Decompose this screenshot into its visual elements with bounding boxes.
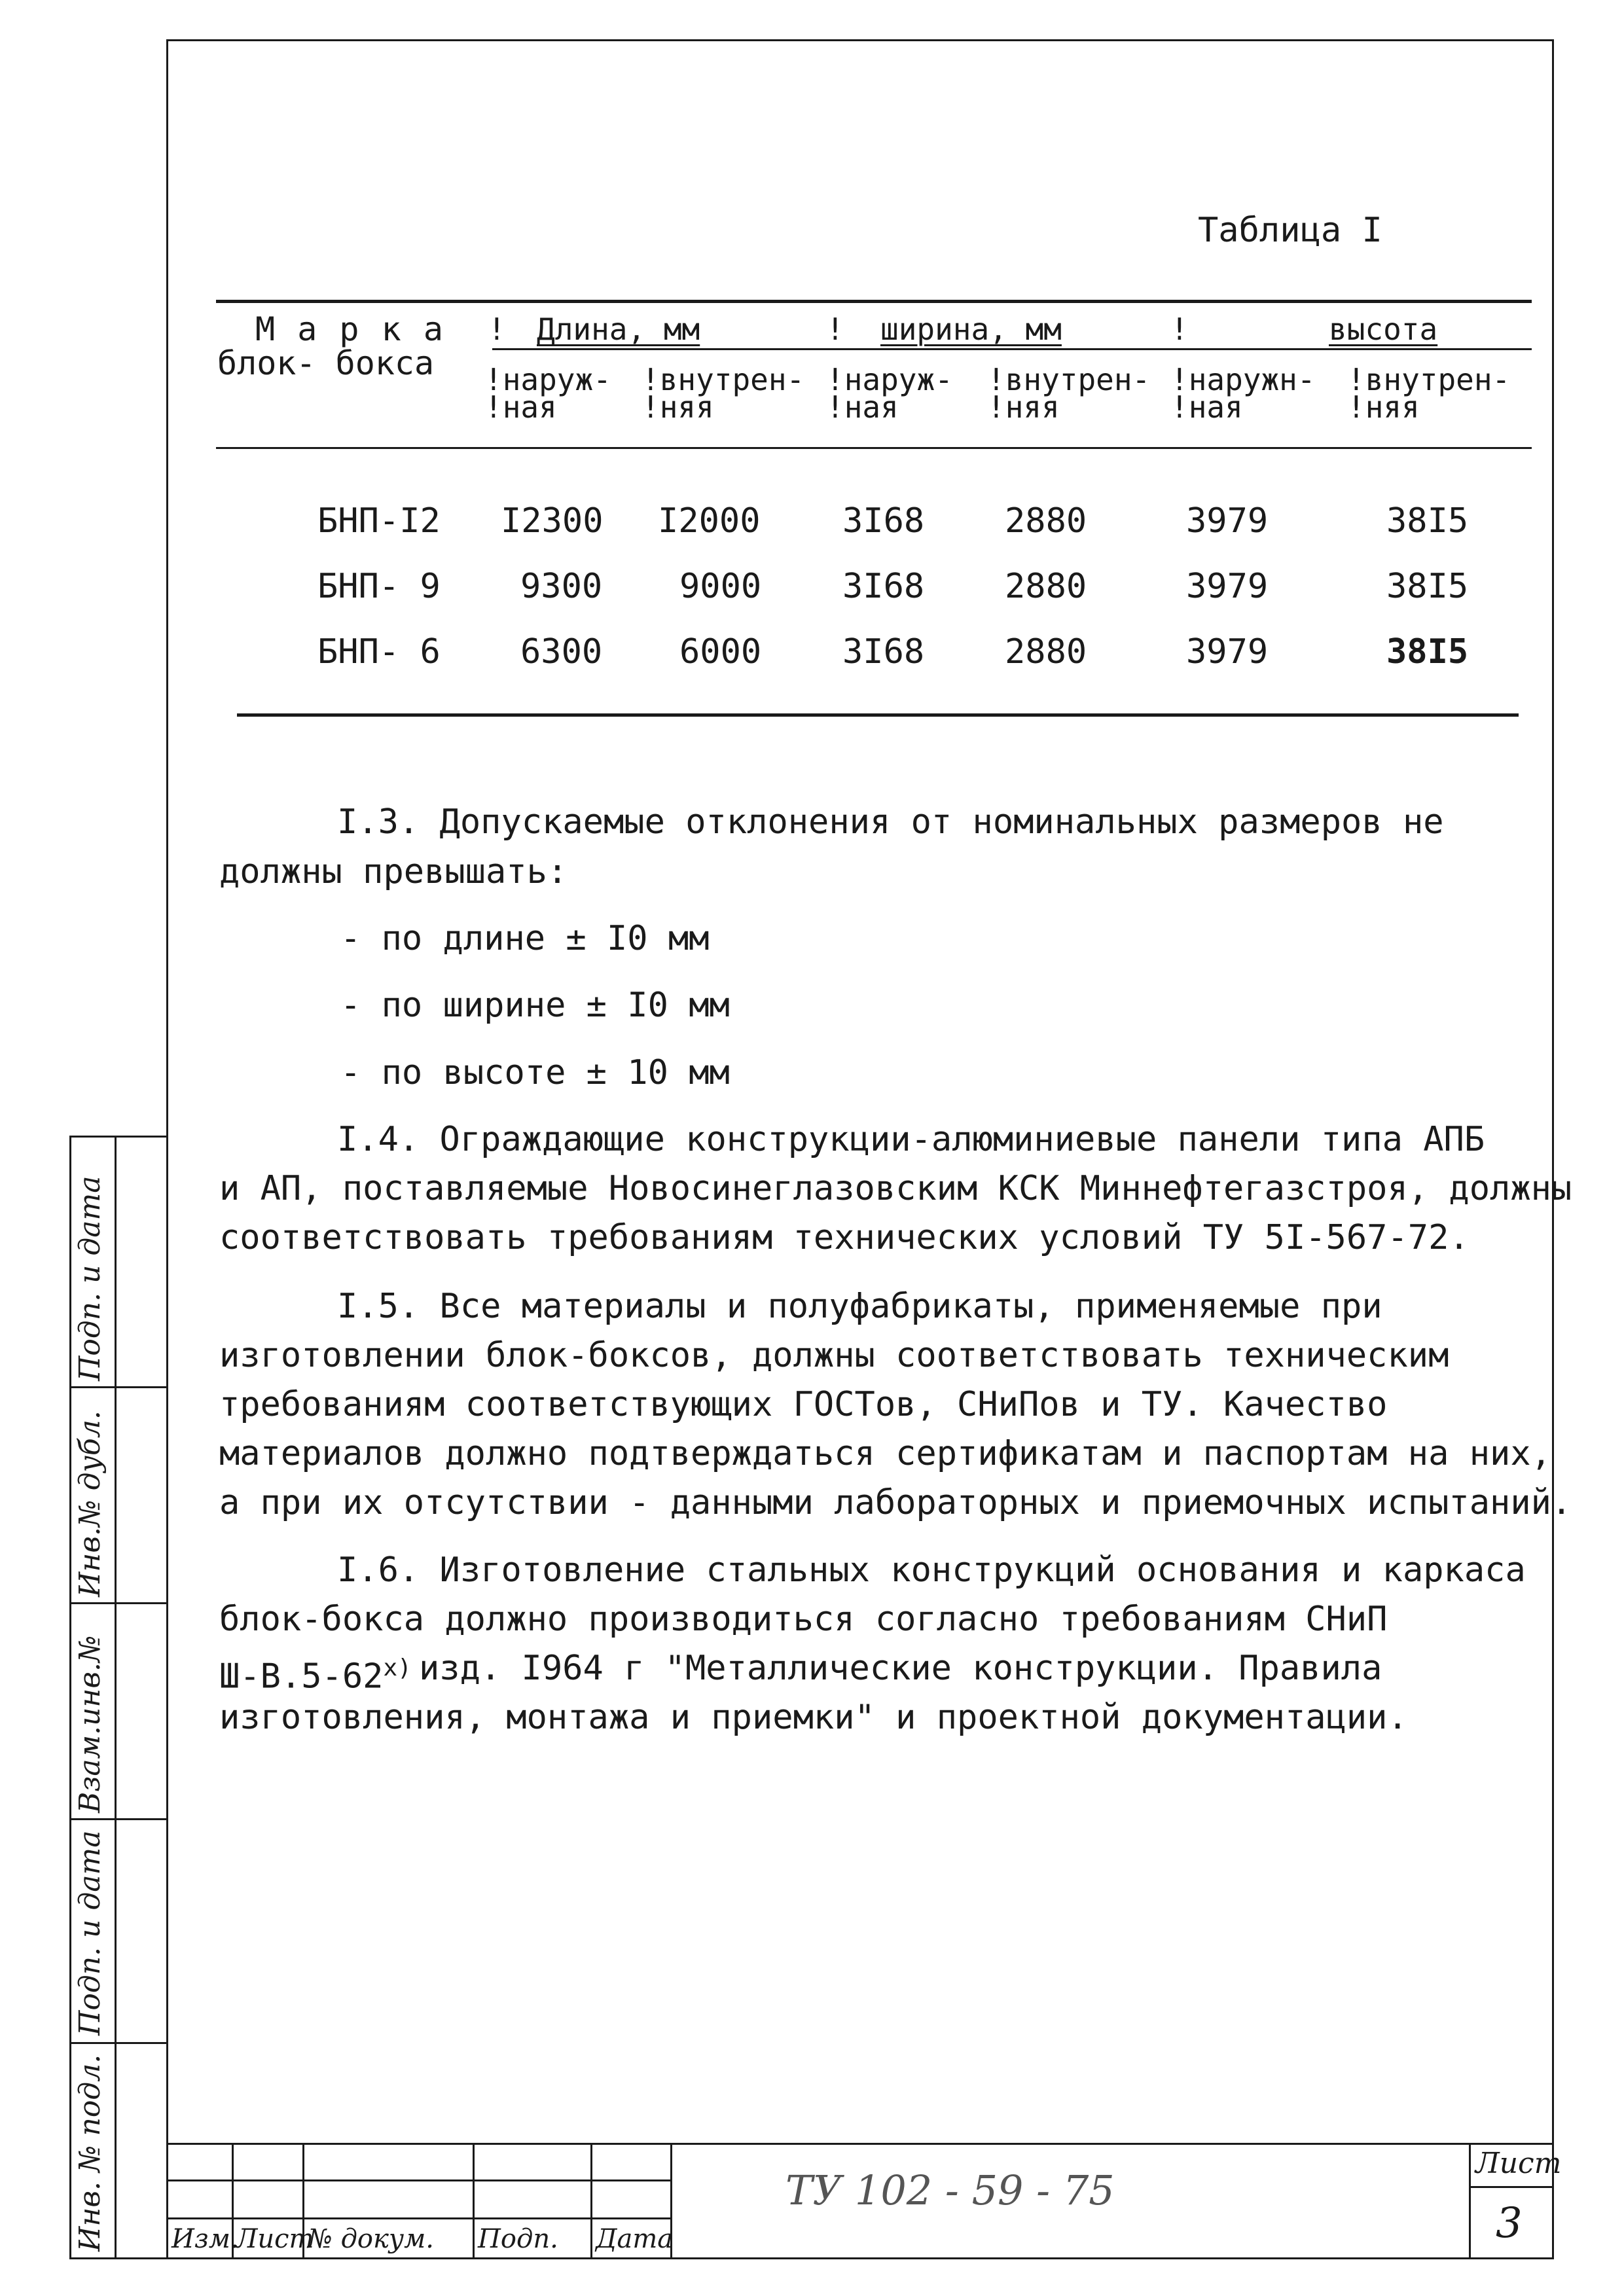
group-separator: ! [826,312,844,347]
table-cell: I2000 [658,501,761,541]
table-header-height: высота [1329,312,1438,347]
table-cell: 3I68 [842,632,925,672]
table-cell: 3979 [1186,567,1269,606]
stamp-col-rule [1469,2143,1471,2259]
sec16-line2: блок-бокса должно производиться согласно требованиям СНиП [219,1600,1388,1639]
table-cell-mark: БНП- 9 [317,567,441,606]
table-cell: 3979 [1186,632,1269,672]
table-caption: Таблица I [1198,211,1382,250]
table-cell: 9000 [679,567,762,606]
stamp-top-rule [166,2143,1554,2145]
table-cell: 38I5 [1386,501,1469,541]
side-strip-rule [69,1818,166,1820]
sec15-line2: изготовлении блок-боксов, должны соответствовать техническим [219,1336,1449,1375]
subheader-outer-line2: !ная [1170,389,1243,425]
sec13-item-width: - по ширине ± I0 мм [340,986,730,1025]
table-cell: 6300 [520,632,603,672]
table-header-mark: М а р к а [255,310,444,348]
sec14-line3: соответствовать требованиям технических условий ТУ 5I-567-72. [219,1218,1470,1257]
subheader-outer-line1: !наруж- [484,362,611,397]
stamp-col-rule [590,2143,592,2259]
subheader-inner-line2: !няя [1347,389,1420,425]
subheader-outer-line1: !наружн- [1170,362,1316,397]
sec16-ref: Ш-В.5-62 [219,1657,384,1696]
table-cell: 3979 [1186,501,1269,541]
side-strip-divider [115,1136,117,2259]
table-cell: 38I5 [1386,632,1469,672]
sec13-item-height: - по высоте ± 10 мм [340,1053,730,1092]
table-cell: 2880 [1005,632,1087,672]
subheader-inner-line1: !внутрен- [641,362,805,397]
table-cell: 2880 [1005,567,1087,606]
table-cell: 38I5 [1386,567,1469,606]
stamp-sheet-label: Лист [1475,2147,1562,2180]
subheader-inner-line2: !няя [987,389,1060,425]
subheader-outer-line2: !ная [484,389,557,425]
stamp-col-doc: № докум. [308,2224,434,2254]
table-cell: 6000 [679,632,762,672]
stamp-col-sign: Подп. [478,2224,558,2254]
stamp-col-change: Изм. [171,2224,239,2254]
subheader-inner-line1: !внутрен- [1347,362,1511,397]
table-cell: 3I68 [842,567,925,606]
table-bottom-rule [237,713,1519,717]
table-header-rule [216,447,1532,449]
stamp-sheet-number: 3 [1496,2199,1523,2248]
side-label-sign-date: Подп. и дата [73,1830,107,2036]
side-label-sign-date-2: Подп. и дата [73,1175,107,1381]
sec13-line1: I.3. Допускаемые отклонения от номинальных размеров не [337,802,1444,842]
sec16-line1: I.6. Изготовление стальных конструкций основания и каркаса [337,1551,1526,1590]
table-header-width: ширина, мм [880,312,1062,347]
sec15-line5: а при их отсутствии - данными лабораторных и приемочных испытаний. [219,1483,1572,1522]
sec15-line3: требованиям соответствующих ГОСТов, СНиПов и ТУ. Качество [219,1385,1388,1424]
table-cell: 3I68 [842,501,925,541]
sec13-item-length: - по длине ± I0 мм [340,919,710,958]
stamp-sheet-rule [1469,2186,1554,2188]
table-cell-mark: БНП-I2 [317,501,441,541]
side-label-replace-inv: Взам.инв.№ [73,1635,107,1813]
table-header-length: Длина, мм [537,312,700,347]
subheader-outer-line2: !ная [826,389,899,425]
sec14-line2: и АП, поставляемые Новосинеглазовским КСК Миннефтегазстроя, должны [219,1169,1572,1208]
stamp-col-sheet: Лист [236,2224,314,2254]
table-cell: I2300 [501,501,604,541]
sec16-ref-sup: х) [383,1655,412,1681]
stamp-row-rule [166,2217,670,2219]
side-label-inv-orig: Инв. № подл. [73,2054,107,2251]
subheader-inner-line1: !внутрен- [987,362,1151,397]
sec16-line3: изд. I964 г "Металлические конструкции. Правила [419,1649,1382,1688]
table-group-rule [492,348,1532,350]
subheader-outer-line1: !наруж- [826,362,953,397]
sec16-line3-ref [219,1645,412,1700]
stamp-doc-code: ТУ 102 - 59 - 75 [785,2166,1115,2214]
sec13-line2: должны превышать: [219,852,568,891]
stamp-row-rule [166,2179,670,2181]
sec16-line4: изготовления, монтажа и приемки" и проектной документации. [219,1698,1408,1737]
table-cell-mark: БНП- 6 [317,632,441,672]
sec15-line4: материалов должно подтверждаться сертификатам и паспортам на них, [219,1434,1551,1473]
subheader-inner-line2: !няя [641,389,714,425]
table-header-mark-2: блок- бокса [217,344,435,382]
sec14-line1: I.4. Ограждающие конструкции-алюминиевые панели типа АПБ [337,1120,1485,1159]
sec15-line1: I.5. Все материалы и полуфабрикаты, применяемые при [337,1287,1382,1326]
table-cell: 2880 [1005,501,1087,541]
group-separator: ! [1170,312,1189,347]
table-cell: 9300 [520,567,603,606]
stamp-col-date: Дата [596,2224,674,2254]
table-top-rule [216,300,1532,303]
group-separator: ! [488,312,506,347]
side-label-inv-dup: Инв.№ дубл. [73,1410,107,1597]
side-strip-rule [69,1602,166,1604]
side-strip-rule [69,1386,166,1388]
stamp-col-rule [473,2143,475,2259]
side-strip-rule [69,2042,166,2044]
